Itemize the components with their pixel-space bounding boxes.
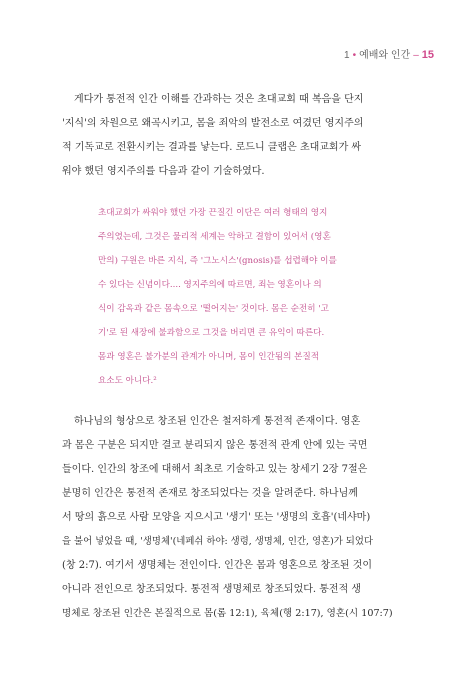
- body-paragraph-2: [62, 410, 422, 626]
- text-line: 워야 했던 영지주의를 다음과 같이 기술하였다.: [62, 166, 265, 177]
- chapter-number: 1: [344, 50, 350, 61]
- quote-line: 요소도 아니다.²: [98, 376, 157, 386]
- separator-dash: –: [413, 50, 419, 61]
- quote-line: 식이 감옥과 같은 몸속으로 '떨어지는' 것이다. 몸은 순전히 '고: [98, 304, 329, 314]
- quote-line: 몸과 영혼은 불가분의 관계가 아니며, 몸이 인간됨의 본질적: [98, 352, 320, 362]
- quote-line: 초대교회가 싸워야 했던 가장 끈질긴 이단은 여러 형태의 영지: [98, 208, 328, 218]
- text-line: 을 불어 넣었을 때, '생명체'(네페쉬 하야: 생령, 생명체, 인간, 영혼)가 되었다: [62, 536, 373, 547]
- page-number: 15: [421, 49, 434, 61]
- quote-line: 기'로 된 새장에 불과함으로 그것을 버리면 큰 유익이 따른다.: [98, 328, 325, 338]
- quote-line: 수 있다는 신념이다.... 영지주의에 따르면, 죄는 영혼이나 의: [98, 280, 322, 290]
- text-line: 들이다. 인간의 창조에 대해서 최초로 기술하고 있는 창세기 2장 7절은: [62, 464, 368, 475]
- separator-dot: •: [352, 50, 357, 61]
- quote-line: 주의였는데, 그것은 물리적 세계는 악하고 결함이 있어서 (영혼: [98, 232, 331, 242]
- text-line: '지식'의 차원으로 왜곡시키고, 몸을 죄악의 발전소로 여겼던 영지주의: [62, 118, 364, 129]
- block-quote: [98, 201, 418, 393]
- text-line: (창 2:7). 여기서 생명체는 전인이다. 인간은 몸과 영혼으로 창조된 것이: [62, 560, 373, 571]
- text-line: 하나님의 형상으로 창조된 인간은 철저하게 통전적 존재이다. 영혼: [74, 416, 361, 427]
- running-header: [344, 46, 434, 61]
- text-line: 게다가 통전적 인간 이해를 간과하는 것은 초대교회 때 복음을 단지: [74, 94, 364, 105]
- quote-line: 만의) 구원은 바른 지식, 즉 '그노시스'(gnosis)를 섭렵해야 이를: [98, 256, 337, 266]
- text-line: 명체로 창조된 인간은 본질적으로 몸(롬 12:1), 육체(행 2:17), 영혼(시 107:7): [62, 608, 393, 619]
- text-line: 아니라 전인으로 창조되었다. 통전적 생명체로 창조되었다. 통전적 생: [62, 584, 362, 595]
- text-line: 적 기독교로 전환시키는 결과를 낳는다. 로드니 클랩은 초대교회가 싸: [62, 142, 362, 153]
- text-line: 분명히 인간은 통전적 존재로 창조되었다는 것을 알려준다. 하나님께: [62, 488, 358, 499]
- section-title: 예배와 인간: [359, 50, 411, 61]
- text-line: 과 몸은 구분은 되지만 결코 분리되지 않은 통전적 관계 안에 있는 국면: [62, 440, 368, 451]
- body-paragraph-1: [62, 88, 422, 184]
- text-line: 서 땅의 흙으로 사람 모양을 지으시고 '생기' 또는 '생명의 호흡'(네샤마): [62, 512, 371, 523]
